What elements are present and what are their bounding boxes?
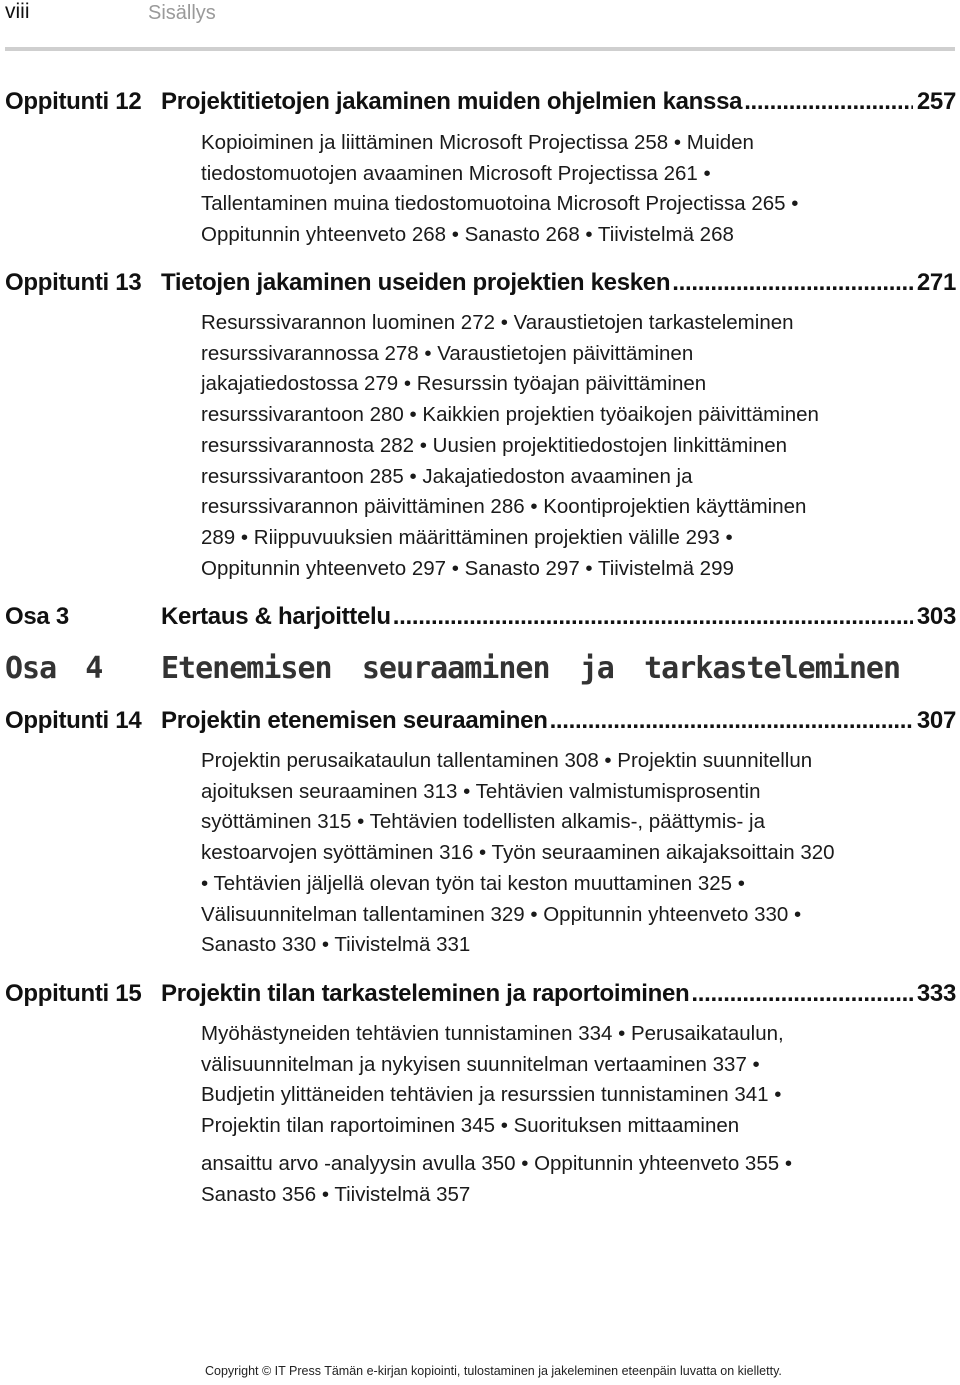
- entry-title: Projektin etenemisen seuraaminen: [161, 707, 548, 734]
- section-name: Sisällys: [148, 2, 216, 24]
- entry-page: 257: [916, 88, 956, 115]
- entry-label: Oppitunti 15: [5, 980, 142, 1007]
- description-line: ansaittu arvo -analyysin avulla 350 • Oppitunnin yhteenveto 355 •: [201, 1151, 793, 1175]
- entry-title: Projektitietojen jakaminen muiden ohjelmien kanssa: [161, 88, 743, 115]
- description-line: syöttäminen 315 • Tehtävien todellisten alkamis-, päättymis- ja: [201, 810, 765, 834]
- entry-page: 307: [916, 707, 956, 734]
- entry-description-lesson-12: [201, 128, 906, 251]
- description-line: resurssivarantoon 285 • Jakajatiedoston avaaminen ja: [201, 464, 693, 488]
- dot-leader: [691, 980, 912, 1008]
- part-title-word: tarkasteleminen: [644, 651, 901, 686]
- toc-entry-lesson-15[interactable]: [5, 980, 956, 1014]
- description-line: Budjetin ylittäneiden tehtävien ja resurssien tunnistaminen 341 •: [201, 1083, 782, 1107]
- description-line: Myöhästyneiden tehtävien tunnistaminen 334 • Perusaikataulun,: [201, 1022, 784, 1045]
- page-number: viii: [5, 0, 30, 23]
- entry-label: Oppitunti 12: [5, 88, 142, 115]
- description-line: Projektin tilan raportoiminen 345 • Suorituksen mittaaminen: [201, 1114, 740, 1138]
- part-label: Osa 4: [5, 651, 103, 686]
- description-line: resurssivarannossa 278 • Varaustietojen päivittäminen: [201, 341, 694, 365]
- entry-description-lesson-13: [201, 308, 906, 584]
- description-line: välisuunnitelman ja nykyisen suunnitelman vertaaminen 337 •: [201, 1052, 760, 1076]
- part-title-word: seuraaminen: [361, 651, 550, 686]
- dot-leader: [393, 603, 913, 631]
- dot-leader: [550, 707, 913, 735]
- description-line: Välisuunnitelman tallentaminen 329 • Oppitunnin yhteenveto 330 •: [201, 902, 802, 926]
- part-title-word: Etenemisen: [161, 651, 332, 686]
- toc-entry-lesson-14[interactable]: [5, 707, 956, 741]
- entry-page: 333: [916, 980, 956, 1007]
- header-rule: [5, 47, 955, 51]
- description-line: Tallentaminen muina tiedostomuotoina Microsoft Projectissa 265 •: [201, 192, 799, 216]
- part-title-word: ja: [579, 651, 614, 686]
- description-line: kestoarvojen syöttäminen 316 • Työn seuraaminen aikajaksoittain 320: [201, 841, 835, 865]
- description-line: Projektin perusaikataulun tallentaminen 308 • Projektin suunnitellun: [201, 749, 813, 772]
- entry-title: Kertaus & harjoittelu: [161, 603, 391, 630]
- toc-entry-part-3[interactable]: [5, 603, 956, 637]
- description-line: Kopioiminen ja liittäminen Microsoft Projectissa 258 • Muiden: [201, 131, 754, 154]
- description-line: resurssivarannosta 282 • Uusien projektitiedostojen linkittäminen: [201, 433, 788, 457]
- entry-page: 271: [916, 269, 956, 296]
- description-line: Oppitunnin yhteenveto 297 • Sanasto 297 • Tiivistelmä 299: [201, 556, 734, 580]
- description-line: jakajatiedostossa 279 • Resurssin työajan päivittäminen: [201, 372, 707, 396]
- entry-title: Tietojen jakaminen useiden projektien kesken: [161, 269, 671, 296]
- entry-description-lesson-15: [201, 1019, 906, 1210]
- entry-description-lesson-14: [201, 746, 906, 961]
- description-line: Resurssivarannon luominen 272 • Varaustietojen tarkasteleminen: [201, 311, 794, 334]
- toc-entry-lesson-12[interactable]: [5, 88, 956, 122]
- dot-leader: [744, 88, 913, 116]
- entry-label: Oppitunti 14: [5, 707, 142, 734]
- entry-page: 303: [916, 603, 956, 630]
- description-line: Oppitunnin yhteenveto 268 • Sanasto 268 • Tiivistelmä 268: [201, 223, 734, 247]
- description-line: • Tehtävien jäljellä olevan työn tai keston muuttaminen 325 •: [201, 871, 745, 895]
- description-line: resurssivarannon päivittäminen 286 • Koontiprojektien käyttäminen: [201, 495, 807, 519]
- toc-entry-lesson-13[interactable]: [5, 269, 956, 303]
- description-line: Sanasto 356 • Tiivistelmä 357: [201, 1182, 471, 1206]
- entry-title: Projektin tilan tarkasteleminen ja raportoiminen: [161, 980, 690, 1007]
- copyright-notice: Copyright © IT Press Tämän e-kirjan kopiointi, tulostaminen ja jakeleminen eteenpäin luvatta on kielletty.: [205, 1364, 782, 1378]
- part-title: [161, 651, 900, 686]
- description-line: Sanasto 330 • Tiivistelmä 331: [201, 933, 471, 957]
- part-4-heading[interactable]: [5, 651, 900, 691]
- description-line: tiedostomuotojen avaaminen Microsoft Projectissa 261 •: [201, 161, 711, 185]
- description-line: resurssivarantoon 280 • Kaikkien projektien työaikojen päivittäminen: [201, 403, 819, 427]
- description-line: 289 • Riippuvuuksien määrittäminen projektien välille 293 •: [201, 525, 733, 549]
- entry-label: Osa 3: [5, 603, 69, 630]
- dot-leader: [672, 269, 913, 297]
- description-line: ajoituksen seuraaminen 313 • Tehtävien valmistumisprosentin: [201, 779, 761, 803]
- entry-label: Oppitunti 13: [5, 269, 142, 296]
